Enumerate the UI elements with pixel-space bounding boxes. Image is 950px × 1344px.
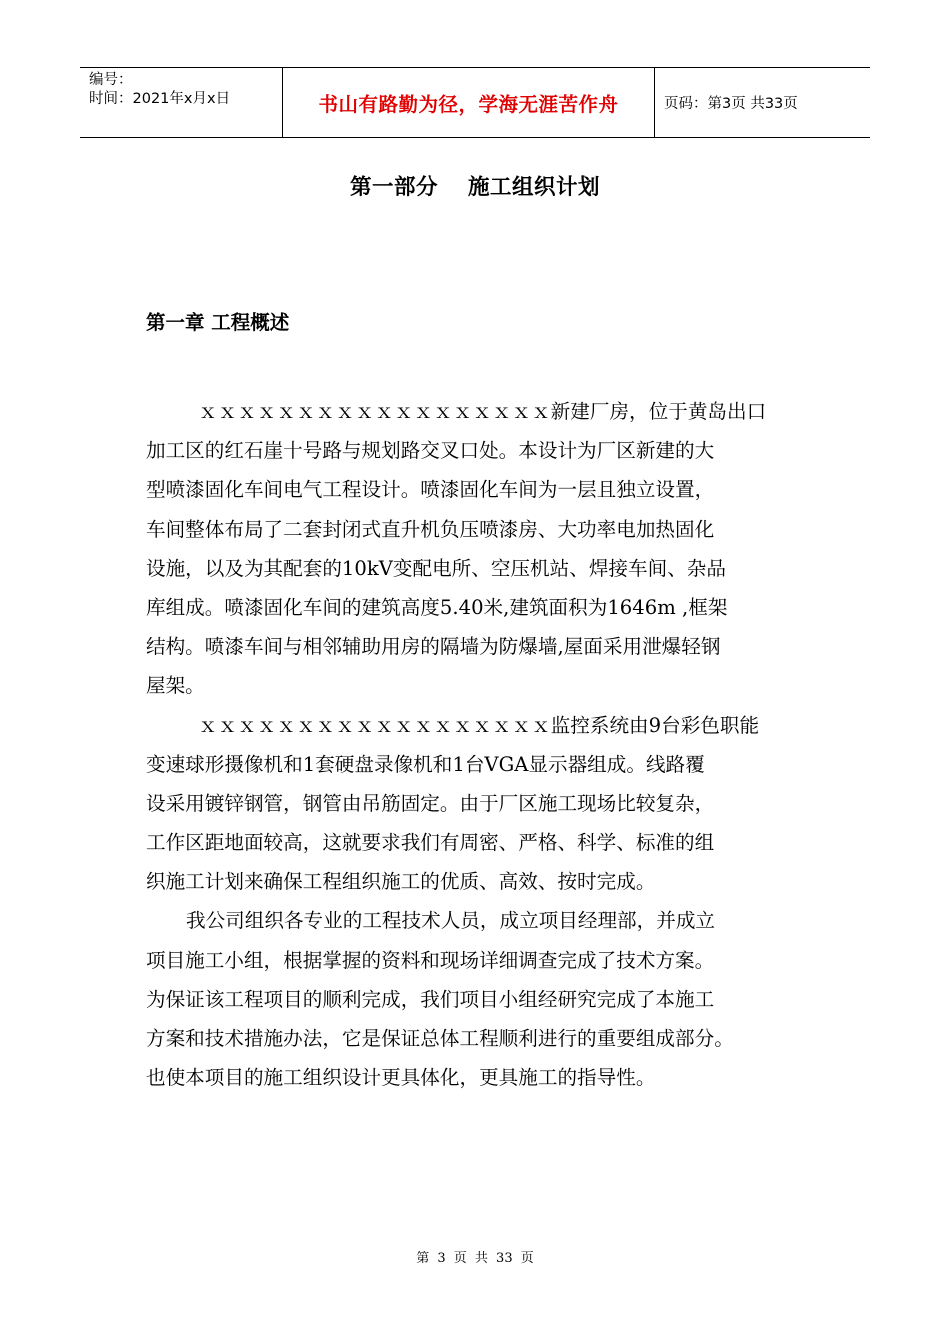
part-label: 第一部分 xyxy=(349,175,438,200)
chapter-title: 第一章 工程概述 xyxy=(146,311,290,334)
paragraph-3 xyxy=(146,901,810,1097)
paragraph-line: 车间整体布局了二套封闭式直升机负压喷漆房、大功率电加热固化 xyxy=(146,517,715,541)
paragraph-line: 我公司组织各专业的工程技术人员，成立项目经理部，并成立 xyxy=(186,909,716,933)
paragraph-line: ｘｘｘｘｘｘｘｘｘｘｘｘｘｘｘｘｘｘ新建厂房，位于黄岛出口 xyxy=(198,400,767,423)
part-title xyxy=(0,170,950,201)
paragraph-line: 也使本项目的施工组织设计更具体化，更具施工的指导性。 xyxy=(146,1066,656,1090)
paragraph-line: 织施工计划来确保工程组织施工的优质、高效、按时完成。 xyxy=(146,870,656,894)
paragraph-line: 设采用镀锌钢管，钢管由吊筋固定。由于厂区施工现场比较复杂， xyxy=(146,791,715,815)
time-label: 时间：2021年x月x日 xyxy=(89,91,231,107)
paragraph-line: 方案和技术措施办法，它是保证总体工程顺利进行的重要组成部分。 xyxy=(146,1027,734,1050)
paragraph-line: 变速球形摄像机和1套硬盘录像机和1台VGA显示器组成。线路覆 xyxy=(146,752,705,776)
paragraph-line: 为保证该工程项目的顺利完成，我们项目小组经研究完成了本施工 xyxy=(146,987,715,1011)
paragraph-line: 设施，以及为其配套的10kV变配电所、空压机站、焊接车间、杂品 xyxy=(146,556,726,580)
header-page-info: 页码：第3页 共33页 xyxy=(664,96,798,112)
paragraph-line: 库组成。喷漆固化车间的建筑高度5.40米,建筑面积为1646m ,框架 xyxy=(146,595,728,619)
paragraph-line: 工作区距地面较高，这就要求我们有周密、严格、科学、标准的组 xyxy=(146,831,715,855)
paragraph-1 xyxy=(146,392,810,706)
paragraph-line: ｘｘｘｘｘｘｘｘｘｘｘｘｘｘｘｘｘｘ监控系统由9台彩色职能 xyxy=(198,713,760,737)
number-label: 编号： xyxy=(89,72,133,88)
page-footer: 第 3 页 共 33 页 xyxy=(416,1251,534,1266)
header-meta xyxy=(80,68,282,137)
paragraph-line: 型喷漆固化车间电气工程设计。喷漆固化车间为一层且独立设置， xyxy=(146,478,715,502)
body-text xyxy=(146,392,810,1097)
paragraph-line: 屋架。 xyxy=(146,674,205,698)
document-header xyxy=(80,67,870,138)
header-motto: 书山有路勤为径，学海无涯苦作舟 xyxy=(282,68,655,137)
part-title-text: 施工组织计划 xyxy=(468,175,601,200)
paragraph-line: 项目施工小组，根据掌握的资料和现场详细调查完成了技术方案。 xyxy=(146,948,715,972)
paragraph-line: 结构。喷漆车间与相邻辅助用房的隔墙为防爆墙,屋面采用泄爆轻钢 xyxy=(146,635,721,659)
paragraph-2 xyxy=(146,706,810,902)
paragraph-line: 加工区的红石崖十号路与规划路交叉口处。本设计为厂区新建的大 xyxy=(146,439,715,463)
